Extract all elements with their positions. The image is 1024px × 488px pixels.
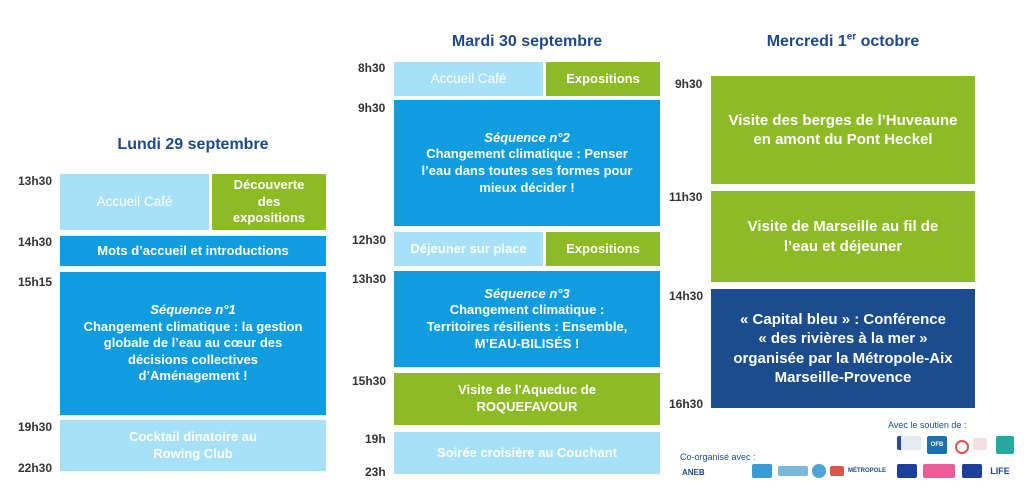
time-label: 16h30: [669, 397, 704, 411]
time-label: 15h30: [352, 374, 387, 388]
event-accueil-cafe-lundi: [60, 174, 209, 230]
event-line: « Capital bleu » : Conférence: [740, 311, 946, 329]
time-label: 19h: [365, 432, 386, 446]
event-expositions-midi: [546, 232, 660, 266]
event-visite-marseille: [711, 191, 975, 282]
event-line: l’eau dans toutes ses formes pour: [421, 163, 633, 178]
event-cocktail: [60, 420, 326, 471]
event-line: Changement climatique : Penser: [426, 146, 628, 162]
time-label: 14h30: [669, 289, 704, 303]
event-dejeuner: [394, 232, 543, 266]
event-sequence-3: [394, 271, 660, 367]
soutien-label: Avec le soutien de :: [888, 420, 967, 430]
time-label: 13h30: [352, 272, 387, 286]
eu-flag-icon: [962, 464, 982, 478]
event-line: mieux décider !: [479, 179, 575, 195]
event-label: Expositions: [566, 70, 640, 86]
sequence-label: Séquence n°1: [150, 301, 236, 317]
event-line: Changement climatique : la gestion: [83, 318, 303, 334]
event-line: des: [257, 193, 281, 209]
time-label: 13h30: [18, 174, 53, 188]
partner-logo-icon: [955, 440, 969, 454]
event-line: Visite de l'Aqueduc de: [458, 382, 596, 398]
time-label: 15h15: [18, 275, 53, 289]
event-line: expositions: [232, 210, 306, 226]
event-line: Rowing Club: [153, 445, 233, 461]
event-line: Cocktail dinatoire au: [129, 428, 257, 444]
day-title-mercredi: [711, 33, 975, 51]
event-line: organisée par la Métropole-Aix: [733, 349, 953, 367]
eu-flag-icon: [897, 464, 917, 478]
event-line: « des rivières à la mer »: [758, 330, 928, 348]
event-accueil-cafe-mardi: [394, 62, 543, 96]
sequence-label: Séquence n°2: [484, 129, 570, 145]
event-line: globale de l’eau au cœur des: [103, 335, 283, 351]
event-label: Accueil Café: [430, 71, 507, 87]
time-label: 14h30: [18, 235, 53, 249]
event-line: M’EAU-BILISÉS !: [474, 335, 580, 351]
time-label: 12h30: [352, 233, 387, 247]
event-decouverte-expositions: [212, 174, 326, 230]
event-line: décisions collectives: [127, 351, 259, 367]
life-logo: LIFE: [985, 462, 1015, 480]
partner-logo-icon: [923, 464, 955, 478]
event-sequence-2: [394, 100, 660, 226]
partner-logo-icon: [812, 464, 826, 478]
partner-logo-icon: [830, 466, 844, 476]
event-conference-capital-bleu: [711, 289, 975, 408]
time-label: 9h30: [358, 101, 386, 115]
event-expositions-matin: [546, 62, 660, 96]
sequence-label: Séquence n°3: [484, 285, 570, 301]
event-label: Accueil Café: [96, 194, 173, 210]
event-line: l’eau et déjeuner: [783, 237, 903, 255]
event-line: d’Aménagement !: [138, 368, 248, 384]
co-organise-label: Co-organisé avec :: [680, 452, 756, 462]
event-visite-aqueduc: [394, 373, 660, 425]
event-label: Mots d’accueil et introductions: [97, 242, 289, 258]
event-line: en amont du Pont Heckel: [753, 131, 933, 148]
time-label: 11h30: [669, 190, 703, 204]
time-label: 23h: [365, 465, 386, 479]
event-mots-accueil: [60, 236, 326, 266]
time-label: 8h30: [358, 61, 386, 75]
partner-logo-icon: [752, 464, 772, 478]
time-label: 9h30: [675, 77, 703, 91]
aneb-logo: ANEB: [682, 468, 705, 477]
event-soiree-croisiere: [394, 432, 660, 474]
event-line: Visite des berges de l’Huveaune: [728, 111, 958, 129]
republique-logo-icon: [897, 436, 921, 450]
event-line: Changement climatique :: [449, 302, 605, 318]
event-label: Déjeuner sur place: [410, 240, 527, 256]
partner-logo-icon: [778, 466, 808, 476]
event-line: Marseille-Provence: [774, 368, 912, 386]
day-title-mardi: Mardi 30 septembre: [451, 33, 603, 50]
day-title-sup: er: [846, 31, 857, 43]
event-line: ROQUEFAVOUR: [476, 399, 578, 414]
event-label: Expositions: [566, 240, 640, 256]
partner-logo-icon: [996, 436, 1014, 454]
time-label: 19h30: [18, 420, 53, 434]
day-title-text: Mercredi 1: [766, 33, 847, 50]
partner-logo-icon: [973, 438, 987, 450]
ofb-logo: OFB: [927, 436, 947, 454]
event-visite-berges: [711, 76, 975, 184]
day-title-lundi: Lundi 29 septembre: [117, 136, 269, 153]
event-label: Soirée croisière au Couchant: [437, 444, 617, 460]
time-label: 22h30: [18, 461, 53, 475]
event-sequence-1: [60, 272, 326, 415]
metropole-logo: MÉTROPOLE: [848, 468, 887, 474]
event-line: Territoires résilients : Ensemble,: [426, 319, 628, 334]
event-line: Découverte: [233, 177, 305, 193]
event-line: Visite de Marseille au fil de: [747, 218, 939, 236]
day-title-end: octobre: [856, 33, 920, 50]
